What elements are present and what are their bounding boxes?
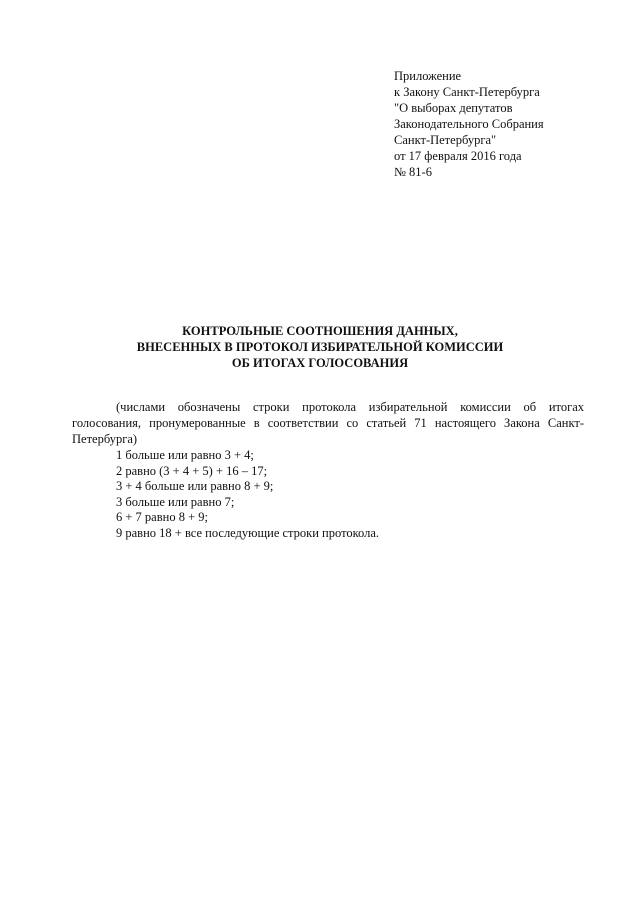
title-line: ОБ ИТОГАХ ГОЛОСОВАНИЯ xyxy=(231,356,409,370)
appendix-line: от 17 февраля 2016 года xyxy=(394,149,522,163)
appendix-line: Приложение xyxy=(394,69,462,83)
title-line: КОНТРОЛЬНЫЕ СООТНОШЕНИЯ ДАННЫХ, xyxy=(182,324,458,338)
appendix-line: Законодательного Собрания xyxy=(394,117,544,131)
title-line: ВНЕСЕННЫХ В ПРОТОКОЛ ИЗБИРАТЕЛЬНОЙ КОМИССИИ xyxy=(136,340,504,354)
ratio-item: 3 + 4 больше или равно 8 + 9; xyxy=(116,479,274,493)
ratio-item: 1 больше или равно 3 + 4; xyxy=(116,448,254,462)
document-title xyxy=(60,323,580,371)
ratio-item: 3 больше или равно 7; xyxy=(116,494,235,509)
ratio-item: 9 равно 18 + все последующие строки протокола. xyxy=(116,525,380,540)
appendix-line: "О выборах депутатов xyxy=(394,101,513,115)
explanatory-note: (числами обозначены строки протокола избирательной комиссии об итогах голосования, пронумерованные в соответствии со статьей 71 настоящего Закона Санкт-Петербурга) xyxy=(72,399,584,446)
appendix-line: Санкт-Петербурга" xyxy=(394,133,497,147)
appendix-line: к Закону Санкт-Петербурга xyxy=(394,85,540,99)
appendix-line: № 81-6 xyxy=(394,165,432,179)
appendix-header xyxy=(394,68,614,180)
control-ratios-list xyxy=(116,448,576,541)
ratio-item: 2 равно (3 + 4 + 5) + 16 – 17; xyxy=(116,463,268,478)
ratio-item: 6 + 7 равно 8 + 9; xyxy=(116,510,208,524)
